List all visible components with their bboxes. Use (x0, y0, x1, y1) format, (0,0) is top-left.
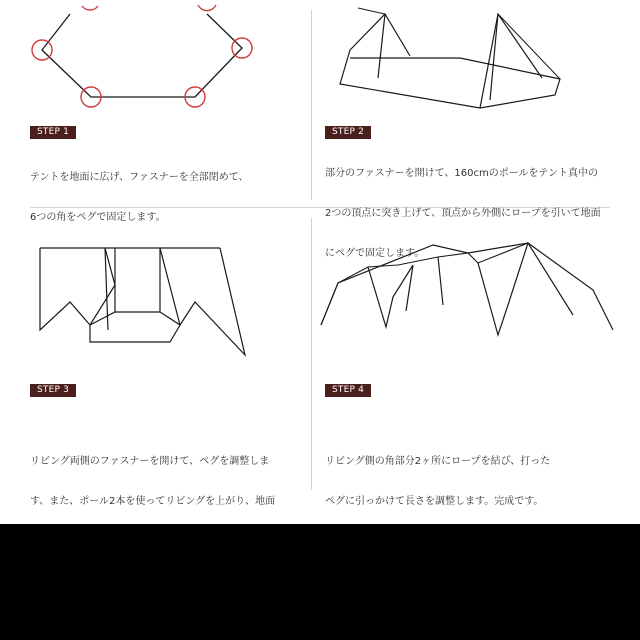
column-divider-bottom (311, 218, 312, 490)
step1-peg-marker (82, 6, 98, 10)
step3-floor (90, 312, 180, 342)
step2-guy-rope (498, 14, 560, 79)
step4-pole (406, 265, 413, 311)
column-divider-top (311, 10, 312, 200)
step2-badge: STEP 2 (325, 126, 371, 139)
step4-pole (438, 257, 443, 305)
step4-guy-rope (321, 283, 338, 325)
step4-front-edge (338, 243, 528, 283)
step4-description (325, 432, 615, 532)
step3-living-raise-illustration (30, 230, 280, 360)
step4-complete-tent-illustration (318, 235, 618, 345)
step3-pole (105, 248, 108, 330)
step1-tent-outline (42, 14, 242, 97)
step2-floor-outline (340, 50, 560, 108)
step1-badge: STEP 1 (30, 126, 76, 139)
step2-pole (490, 14, 498, 100)
step3-line: す、また、ポール2本を使ってリビングを上がり、地面 (30, 496, 276, 507)
step1-line: 6つの角をペグで固定します。 (30, 212, 166, 223)
step2-pole (378, 14, 385, 78)
step3-tent-body (160, 248, 245, 355)
step4-roof-outline (321, 243, 613, 330)
step2-pole-raise-illustration (330, 0, 620, 120)
step1-line: テントを地面に広げ、ファスナーを全部閉めて、 (30, 172, 249, 183)
step4-line: ペグに引っかけて長さを調整します。完成です。 (325, 496, 544, 507)
step1-peg-marker (198, 5, 216, 11)
step2-guy-rope (358, 8, 385, 14)
step1-tent-flat-illustration (20, 0, 280, 120)
step3-line: リビング両側のファスナーを開けて、ペグを調整しま (30, 456, 270, 467)
step4-badge: STEP 4 (325, 384, 371, 397)
step2-tent-wall (350, 14, 410, 56)
step4-tent-body (368, 265, 413, 327)
step3-badge: STEP 3 (30, 384, 76, 397)
bottom-black-band (0, 524, 640, 640)
step2-line: 2つの頂点に突き上げて、頂点から外側にロープを引いて地面 (325, 208, 601, 219)
step2-line: にペグで固定します。 (325, 248, 425, 259)
step2-line: 部分のファスナーを開けて、160cmのポールをテント真中の (325, 168, 599, 179)
step4-line: リビング側の角部分2ヶ所にロープを結び、打った (325, 456, 551, 467)
